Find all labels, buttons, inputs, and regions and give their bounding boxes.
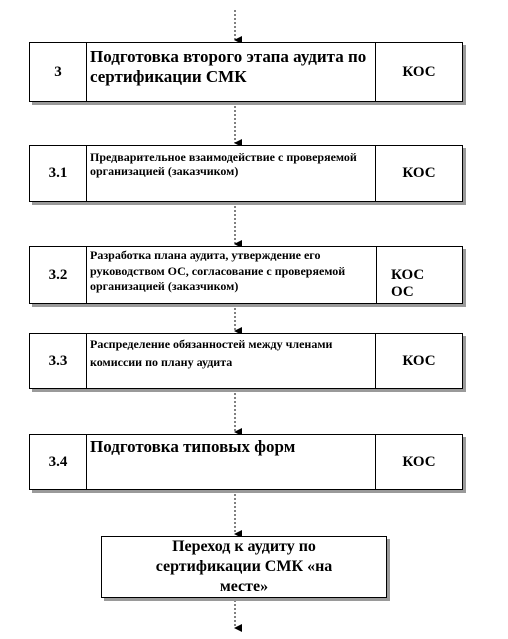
step-responsible: КОС [375, 146, 462, 201]
step-responsible [376, 247, 462, 303]
responsible-2: ОС [391, 284, 414, 300]
step-text: Распределение обязанностей между членами комиссии по плану аудита [90, 337, 333, 369]
step-row-3-2 [29, 246, 463, 304]
responsible-1: КОС [391, 267, 425, 283]
step-number: 3.4 [30, 435, 87, 489]
step-number: 3.3 [30, 334, 87, 388]
step-text: Подготовка типовых форм [90, 437, 296, 456]
step-text: Предварительное взаимодействие с проверяемой организацией (заказчиком) [90, 150, 357, 179]
final-step-text: Переход к аудиту по сертификации СМК «на месте» [155, 538, 333, 595]
step-responsible: КОС [375, 43, 462, 101]
final-step-box [101, 536, 387, 598]
step-number: 3.2 [30, 247, 87, 303]
step-row-3-4 [29, 434, 463, 490]
step-number: 3 [30, 43, 87, 101]
step-number: 3.1 [30, 146, 87, 201]
step-row-3-3 [29, 333, 463, 389]
step-responsible: КОС [375, 435, 462, 489]
step-row-3-1 [29, 145, 463, 202]
step-text: Разработка плана аудита, утверждение его руководством ОС, согласование с проверяемой организацией (заказчиком) [90, 248, 346, 294]
step-responsible: КОС [375, 334, 462, 388]
step-row-3 [29, 42, 463, 102]
step-text: Подготовка второго этапа аудита по сертификации СМК [90, 47, 367, 87]
